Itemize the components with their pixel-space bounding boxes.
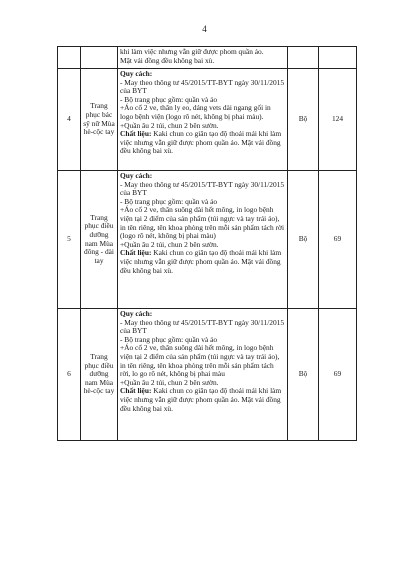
unit-cell: Bộ bbox=[288, 69, 319, 171]
spec-line: - May theo thông tư 45/2015/TT-BYT ngày 30/11/2015 của BYT bbox=[120, 179, 285, 198]
row-number: 4 bbox=[58, 69, 81, 171]
material-text: Kaki chun co giãn tạo độ thoải mái khi làm việc nhưng vẫn giữ được phom quần áo. Mặt vải đồng đều không bai xù. bbox=[120, 248, 282, 275]
table-row bbox=[58, 171, 357, 309]
spec-cell bbox=[118, 171, 288, 309]
spec-line: - May theo thông tư 45/2015/TT-BYT ngày 30/11/2015 của BYT bbox=[120, 77, 285, 96]
quantity-cell bbox=[319, 47, 357, 69]
spec-cell bbox=[118, 47, 288, 69]
specification-table bbox=[57, 46, 357, 441]
spec-line: +Quần âu 2 túi, chun 2 bên sườn. bbox=[120, 120, 219, 130]
spec-line: +Quần âu 2 túi, chun 2 bên sườn. bbox=[120, 377, 219, 387]
spec-line: +Quần âu 2 túi, chun 2 bên sườn. bbox=[120, 239, 219, 249]
table-row bbox=[58, 47, 357, 69]
row-number: 5 bbox=[58, 171, 81, 309]
unit-cell bbox=[288, 47, 319, 69]
material-label: Chất liệu: bbox=[120, 248, 152, 258]
material-label: Chất liệu: bbox=[120, 129, 152, 139]
quantity-cell: 69 bbox=[319, 309, 357, 441]
unit-cell: Bộ bbox=[288, 309, 319, 441]
spec-heading: Quy cách: bbox=[120, 69, 153, 78]
spec-line: Mặt vải đồng đều không bai xù. bbox=[120, 55, 215, 65]
table-row bbox=[58, 309, 357, 441]
material-text: Kaki chun co giãn tạo độ thoải mái khi làm việc nhưng vẫn giữ được phom quần áo. Mặt vải đồng đều không bai xù. bbox=[120, 129, 282, 156]
spec-line: - Bộ trang phục gồm: quần và áo bbox=[120, 334, 218, 344]
spec-cell bbox=[118, 69, 288, 171]
unit-cell: Bộ bbox=[288, 171, 319, 309]
spec-line: +Áo cổ 2 ve, thân ly eo, dáng vets dài ngang gối in logo bệnh viện (logo rõ nét, không bị phai màu). bbox=[120, 103, 271, 121]
spec-line: +Áo cổ 2 ve, thân suông dài hết mông, in logo bệnh viện tại 2 điểm của sản phẩm (túi ngực và tay trái áo), in tên riêng, tên khoa phòng trên mỗi sản phẩm tách rời, lo go rõ nét, không bị phai màu bbox=[120, 343, 280, 379]
spec-heading: Quy cách: bbox=[120, 171, 153, 180]
spec-line: khi làm việc nhưng vẫn giữ được phom quần áo. bbox=[120, 47, 264, 56]
table-row bbox=[58, 69, 357, 171]
product-name: Trang phục điều dưỡng nam Mùa hè-cộc tay bbox=[81, 309, 118, 441]
product-name bbox=[81, 47, 118, 69]
spec-heading: Quy cách: bbox=[120, 309, 153, 318]
row-number: 6 bbox=[58, 309, 81, 441]
page-number: 4 bbox=[202, 24, 207, 34]
spec-cell bbox=[118, 309, 288, 441]
spec-line: - Bộ trang phục gồm: quần và áo bbox=[120, 196, 218, 206]
material-label: Chất liệu: bbox=[120, 386, 152, 396]
spec-line: +Áo cổ 2 ve, thân suông dài hết mông, in logo bệnh viện tại 2 điểm của sản phẩm (túi ngực và tay trái áo), in tên riêng, tên khoa phòng trên mỗi sản phẩm tách rời (logo rõ nét, không bị phai màu) bbox=[120, 205, 284, 241]
quantity-cell: 124 bbox=[319, 69, 357, 171]
row-number bbox=[58, 47, 81, 69]
spec-line: - Bộ trang phục gồm: quần và áo bbox=[120, 94, 218, 104]
spec-line: - May theo thông tư 45/2015/TT-BYT ngày 30/11/2015 của BYT bbox=[120, 317, 285, 336]
product-name: Trang phục bác sỹ nữ Mùa hè-cộc tay bbox=[81, 69, 118, 171]
product-name: Trang phục điều dưỡng nam Mùa đông - dài tay bbox=[81, 171, 118, 309]
quantity-cell: 69 bbox=[319, 171, 357, 309]
material-text: Kaki chun co giãn tạo độ thoải mái khi làm việc nhưng vẫn giữ được phom quần áo. Mặt vải đồng đều không bai xù. bbox=[120, 386, 282, 413]
